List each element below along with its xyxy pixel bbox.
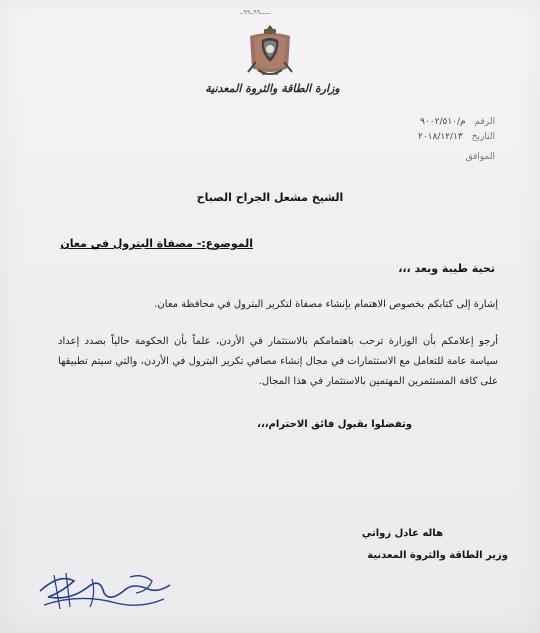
body-paragraph-2: أرجو إعلامكم بأن الوزارة ترحب باهتمامكم بالاستثمار في الأردن، علماً بأن الحكومة حالياً بصدد إعداد سياسة عامة للتعامل مع الاستثمارات في مجال إنشاء مصافي تكرير البترول في الأردن، والتي سيتم تطبيقها على كافة المستثمرين المهتمين بالاستثمار في هذا المجال. [58,336,498,387]
reference-line [420,117,495,127]
ministry-name: وزارة الطاقة والثروة المعدنية [205,82,340,95]
corresponding-line [466,152,495,162]
signatory-name: هاله عادل زواتي [361,528,443,539]
signatory-title: وزير الطاقة والثروة المعدنية [367,550,508,561]
date-line [418,132,495,142]
header-top-mark: ــــــ۹۹ــ۹۹ــ [240,9,271,16]
addressee: الشيخ مشعل الجراح الصباح [196,191,344,204]
greeting: تحية طيبة وبعد ،،، [398,262,495,275]
coat-of-arms-emblem [242,22,298,80]
date-label: التاريخ [471,132,495,142]
date-value: ٢٠١٨/١٢/١٣ [418,132,463,142]
corresponding-label: الموافق [465,152,495,162]
handwritten-signature [30,563,180,618]
reference-label: الرقم [474,117,495,127]
closing-line: وتفضلوا بقبول فائق الاحترام،،، [257,419,412,430]
subject-line: الموضوع:- مصفاة البترول في معان [60,237,253,250]
body-paragraph-1: إشارة إلى كتابكم بخصوص الاهتمام بإنشاء مصفاة لتكرير البترول في محافظة معان. [154,299,498,310]
reference-number: م/٩٠٠٢/٥١٠ [420,117,466,127]
